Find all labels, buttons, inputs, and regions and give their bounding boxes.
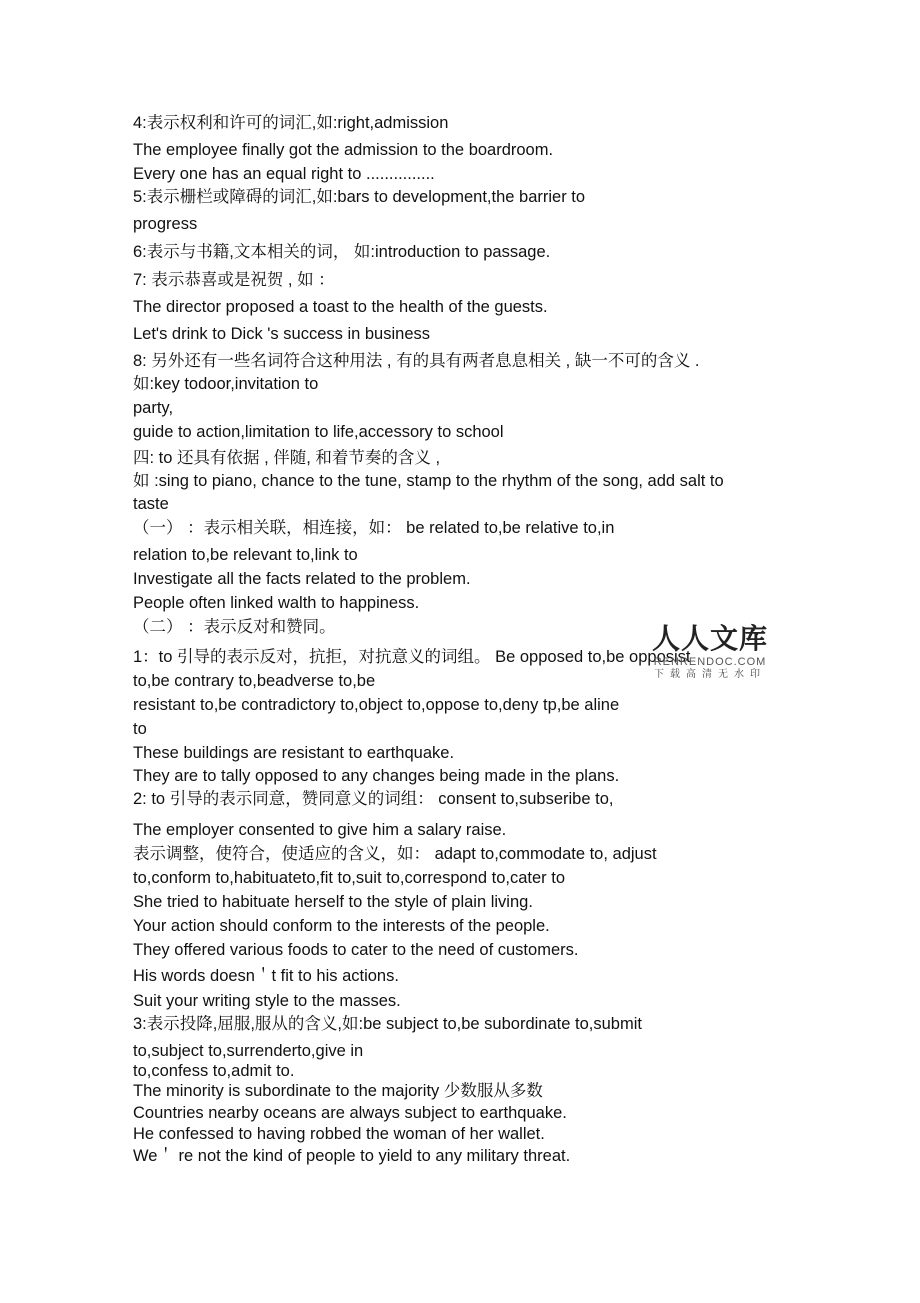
text-line: to,conform to,habituateto,fit to,suit to,correspond to,cater to	[133, 869, 565, 887]
text-line: He confessed to having robbed the woman of her wallet.	[133, 1125, 545, 1143]
text-line: to,confess to,admit to.	[133, 1062, 295, 1080]
text-line: relation to,be relevant to,link to	[133, 546, 358, 564]
text-line: 如 :sing to piano, chance to the tune, stamp to the rhythm of the song, add salt to	[133, 472, 724, 490]
watermark-url: RENRENDOC.COM	[653, 656, 767, 668]
text-line: The minority is subordinate to the majority 少数服从多数	[133, 1082, 543, 1100]
text-line: Your action should conform to the interests of the people.	[133, 917, 550, 935]
text-line: Countries nearby oceans are always subject to earthquake.	[133, 1104, 567, 1122]
text-line: The director proposed a toast to the health of the guests.	[133, 298, 548, 316]
text-line: His words doesn＇t fit to his actions.	[133, 967, 399, 985]
text-line: The employer consented to give him a salary raise.	[133, 821, 507, 839]
text-line: 5:表示栅栏或障碍的词汇,如:bars to development,the barrier to	[133, 188, 586, 206]
text-line: They are to tally opposed to any changes being made in the plans.	[133, 767, 620, 785]
text-line: We＇ re not the kind of people to yield to any military threat.	[133, 1147, 571, 1165]
text-line: 四: to 还具有依据 , 伴随, 和着节奏的含义 ,	[133, 449, 441, 467]
text-line: The employee finally got the admission to the boardroom.	[133, 141, 554, 159]
text-line: They offered various foods to cater to the need of customers.	[133, 941, 579, 959]
text-line: Let's drink to Dick 's success in business	[133, 325, 430, 343]
watermark-logo	[645, 622, 775, 682]
text-line: She tried to habituate herself to the style of plain living.	[133, 893, 533, 911]
text-line: to	[133, 720, 147, 738]
text-line: Every one has an equal right to ...............	[133, 165, 435, 183]
text-line: to,be contrary to,beadverse to,be	[133, 672, 376, 690]
watermark-title: 人人文库	[651, 622, 768, 655]
text-line: （二） ：表示反对和赞同。	[133, 618, 336, 636]
text-line: taste	[133, 495, 169, 513]
text-line: resistant to,be contradictory to,object to,oppose to,deny tp,be aline	[133, 696, 620, 714]
text-line: （一） ：表示相关联，相连接，如： be related to,be relative to,in	[133, 519, 615, 537]
text-line: 表示调整，使符合，使适应的含义，如： adapt to,commodate to, adjust	[133, 845, 657, 863]
text-line: 4:表示权利和许可的词汇,如:right,admission	[133, 114, 449, 132]
text-line: guide to action,limitation to life,accessory to school	[133, 423, 504, 441]
text-line: 2: to 引导的表示同意，赞同意义的词组： consent to,subseribe to,	[133, 790, 614, 808]
text-line: 6:表示与书籍,文本相关的词， 如:introduction to passage.	[133, 243, 551, 261]
text-line: 3:表示投降,屈服,服从的含义,如:be subject to,be subordinate to,submit	[133, 1015, 642, 1033]
text-line: to,subject to,surrenderto,give in	[133, 1042, 364, 1060]
text-line: These buildings are resistant to earthquake.	[133, 744, 455, 762]
text-line: 8: 另外还有一些名词符合这种用法 , 有的具有两者息息相关 , 缺一不可的含义 .	[133, 352, 700, 370]
text-line: Suit your writing style to the masses.	[133, 992, 401, 1010]
watermark-subtitle: 下载高清无水印	[654, 669, 766, 680]
text-line: progress	[133, 215, 198, 233]
text-line: Investigate all the facts related to the problem.	[133, 570, 471, 588]
text-line: 如:key todoor,invitation to	[133, 375, 319, 393]
text-line: 7: 表示恭喜或是祝贺 , 如 ：	[133, 271, 335, 289]
text-line: 1：to 引导的表示反对，抗拒，对抗意义的词组。 Be opposed to,be opposist	[133, 648, 691, 666]
text-line: People often linked walth to happiness.	[133, 594, 420, 612]
text-line: party,	[133, 399, 174, 417]
